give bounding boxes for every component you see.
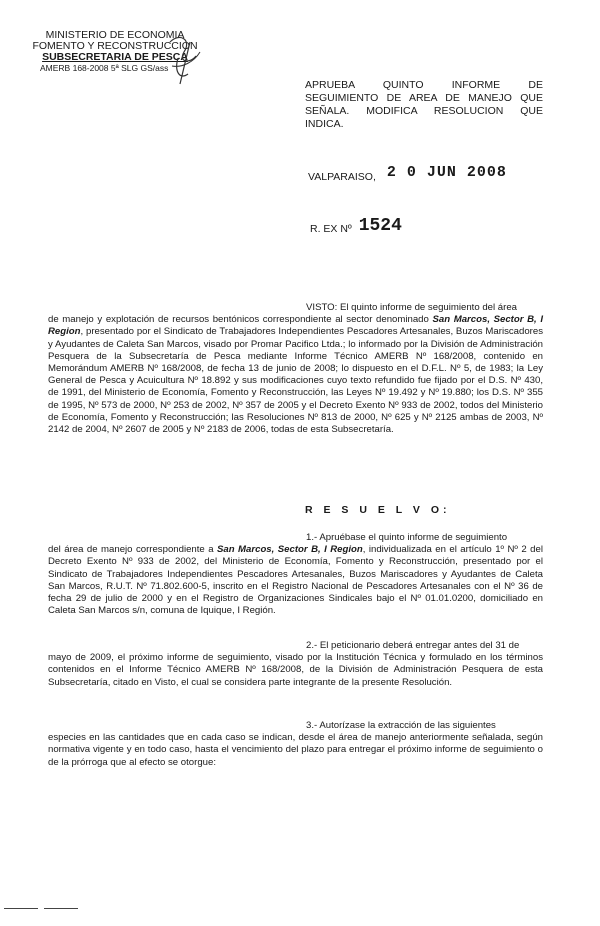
- article-1-text-pre: del área de manejo correspondiente a: [48, 544, 217, 556]
- article-3: [48, 720, 543, 769]
- article-3-text: especies en las cantidades que en cada caso se indican, desde el área de manejo anteriormente señalada, según normativa vigente y en todo caso, hasta el vencimiento del plazo para entregar el próximo informe de seguimiento o de la prórroga que al efecto se otorgue:: [48, 732, 543, 768]
- resolution-number-line: [310, 218, 402, 238]
- visto-lead: VISTO: El quinto informe de seguimiento del área: [306, 302, 518, 313]
- resuelvo-title: R E S U E L V O:: [305, 504, 451, 516]
- ministry-name-line2: FOMENTO Y RECONSTRUCCION: [32, 40, 198, 52]
- visto-paragraph: [48, 302, 543, 436]
- place-label: VALPARAISO,: [308, 171, 376, 183]
- date-stamp: 2 0 JUN 2008: [386, 164, 507, 181]
- resolution-number: 1524: [358, 216, 402, 236]
- article-1: [48, 532, 543, 617]
- footer-rule: [4, 908, 78, 910]
- subject-line: APRUEBA QUINTO INFORME DE: [305, 79, 543, 91]
- article-1-text-post: , individualizada en el artículo 1º Nº 2 del Decreto Exento Nº 933 de 2002, del Ministerio de Economía, Fomento y Reconstrucción, presentado por el Sindicato de Trabajadores Independientes Pescadores Artesanales, Buzos Mariscadores y Ayudantes de Caleta San Marcos, R.U.T. Nº 71.802.600-5, inscrito en el Registro Nacional de Pescadores Artesanales con el Nº 36 de fecha 29 de julio de 2000 y en el Registro de Organizaciones Sindicales bajo el Nº 01.01.0200, domiciliado en Caleta San Marcos s/n, comuna de Iquique, I Región.: [48, 544, 543, 617]
- subject-line: SEGUIMIENTO DE AREA DE MANEJO QUE: [305, 92, 543, 104]
- handwritten-initials-icon: [150, 22, 210, 92]
- article-1-area-name: San Marcos, Sector B, I Region: [217, 544, 363, 556]
- article-3-lead: 3.- Autorízase la extracción de las siguientes: [306, 720, 496, 731]
- subject-block: [305, 79, 543, 131]
- visto-text-pre: de manejo y explotación de recursos bentónicos correspondiente al sector denominado: [48, 314, 433, 326]
- date-line: [308, 164, 507, 185]
- resolution-label: R. EX Nº: [310, 223, 352, 235]
- article-2: [48, 640, 543, 689]
- article-2-lead: 2.- El peticionario deberá entregar antes del 31 de: [306, 640, 520, 651]
- article-2-text: mayo de 2009, el próximo informe de seguimiento, visado por la Institución Técnica y formulado en los términos contenidos en el Informe Técnico AMERB Nº 168/2008, de la División de Administración Pesquera de esta Subsecretaría, citado en Visto, el cual se considera parte integrante de la presente Resolución.: [48, 652, 543, 688]
- subject-line: SEÑALA. MODIFICA RESOLUCION QUE: [305, 105, 543, 117]
- article-1-lead: 1.- Apruébase el quinto informe de seguimiento: [306, 532, 508, 543]
- subject-line: INDICA.: [305, 118, 344, 130]
- visto-area-name: San Marcos, Sector B, I Region: [48, 314, 543, 338]
- reference-code: AMERB 168-2008 5ª SLG GS/ass: [40, 63, 169, 73]
- visto-text-post: , presentado por el Sindicato de Trabajadores Independientes Pescadores Artesanales, Buzos Mariscadores y Ayudantes de Caleta San Marcos, visado por Promar Pacifico Ltda.; lo informado por la División de Administración Pesquera de la Subsecretaría de Pesca mediante Informe Técnico AMERB Nº 168/2008, contenido en Memorándum AMERB Nº 168/2008, de fecha 13 de junio de 2008; lo dispuesto en el D.F.L. Nº 5, de 1983; la Ley General de Pesca y Acuicultura Nº 18.892 y sus modificaciones cuyo texto refundido fue fijado por el D.S. Nº 430, de 1991, del Ministerio de Economía, Fomento y Reconstrucción, las Leyes Nº 19.492 y Nº 19.880; los D.S. Nº 355 de 1995, Nº 573 de 2000, Nº 253 de 2002, Nº 357 de 2005 y el Decreto Exento Nº 933 de 2002, todos del Ministerio de Economía, Fomento y Reconstrucción; las Resoluciones Nº 813 de 2000, Nº 625 y Nº 2125 ambas de 2003, Nº 2142 de 2004, Nº 2607 de 2005 y Nº 2183 de 2006, todas de esta Subsecretaría.: [48, 326, 543, 436]
- ministry-name: MINISTERIO DE ECONOMIA: [45, 29, 185, 41]
- subsecretaria-name: SUBSECRETARIA DE PESCA: [42, 51, 188, 63]
